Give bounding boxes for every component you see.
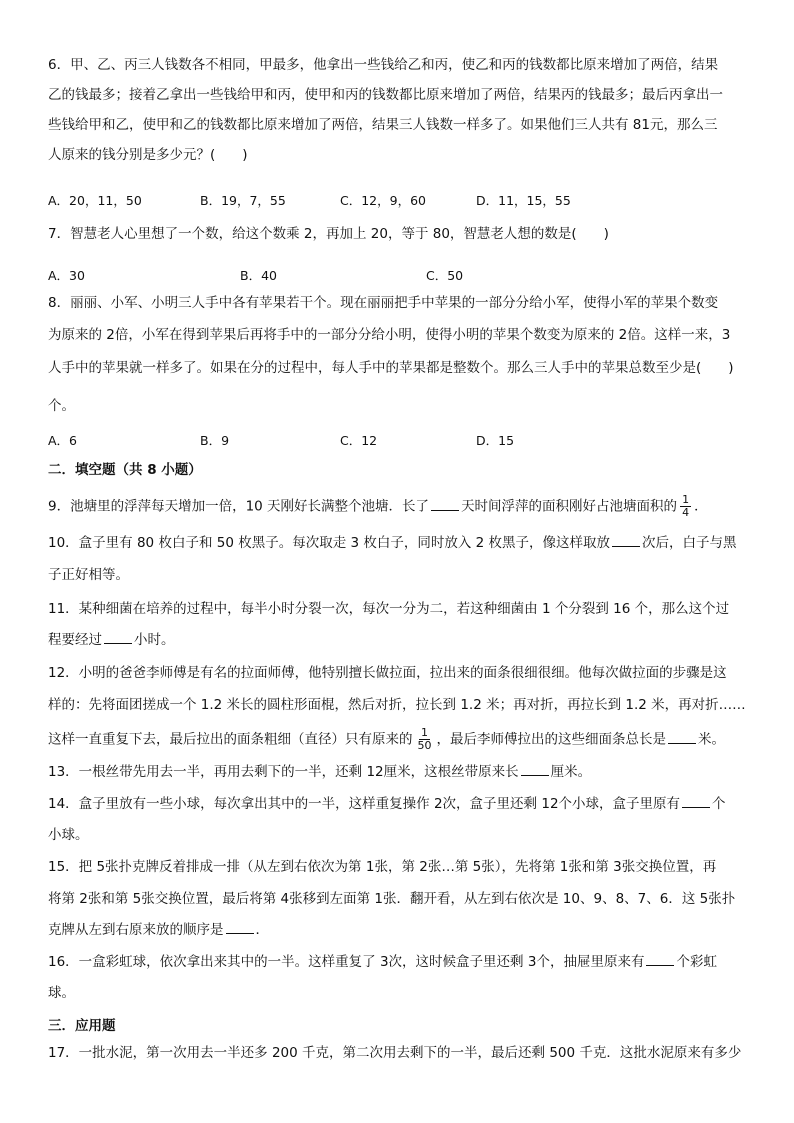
q7-option-a[interactable]: A．30	[48, 268, 85, 283]
q11-line1: 11．某种细菌在培养的过程中，每半小时分裂一次，每次一分为二，若这种细菌由 1 个分裂到 16 个，那么这个过	[48, 601, 730, 617]
q6-option-b[interactable]: B．19，7，55	[200, 193, 286, 208]
q12-line2: 样的：先将面团搓成一个 1.2 米长的圆柱形面棍，然后对折，拉长到 1.2 米；再对折，再拉长到 1.2 米，再对折……	[48, 697, 746, 713]
q9-text-before: 9．池塘里的浮萍每天增加一倍，10 天刚好长满整个池塘．长了	[48, 498, 430, 515]
q6-option-c[interactable]: C．12，9，60	[340, 193, 426, 208]
q12-text-end: 米。	[698, 731, 725, 748]
q10-text-after: 次后，白子与黑	[642, 535, 737, 551]
q14-line1	[48, 795, 726, 814]
q15-text-before: 克牌从左到右原来放的顺序是	[48, 922, 224, 938]
q11-text-after: 小时。	[134, 632, 175, 648]
q7-line1: 7．智慧老人心里想了一个数，给这个数乘 2，再加上 20，等于 80，智慧老人想的数是( )	[48, 226, 609, 242]
q7-option-b[interactable]: B．40	[240, 268, 277, 283]
q12-fraction-denominator: 50	[417, 739, 432, 752]
q15-line3	[48, 921, 269, 940]
q15-answer-blank[interactable]	[226, 921, 254, 934]
q8-line2: 为原来的 2倍，小军在得到苹果后再将手中的一部分分给小明，使得小明的苹果个数变为原来的 2倍。这样一来，3	[48, 327, 731, 343]
q6-option-d[interactable]: D．11，15，55	[476, 193, 571, 208]
q12-text-before: 这样一直重复下去，最后拉出的面条粗细（直径）只有原来的	[48, 731, 413, 748]
q10-answer-blank[interactable]	[612, 534, 640, 547]
q13-line1	[48, 763, 591, 782]
q11-text-before: 程要经过	[48, 632, 102, 648]
q10-text-before: 10．盒子里有 80 枚白子和 50 枚黑子。每次取走 3 枚白子，同时放入 2 枚黑子，像这样取放	[48, 535, 611, 551]
q7-option-c[interactable]: C．50	[426, 268, 464, 283]
q14-text-before: 14．盒子里放有一些小球，每次拿出其中的一半，这样重复操作 2次，盒子里还剩 12个小球，盒子里原有	[48, 796, 681, 812]
q14-line2: 小球。	[48, 827, 89, 843]
q12-line1: 12．小明的爸爸李师傅是有名的拉面师傅，他特别擅长做拉面，拉出来的面条很细很细。他每次做拉面的步骤是这	[48, 665, 727, 681]
q12-fraction-numerator: 1	[421, 726, 428, 739]
q9-text-end: ．	[694, 498, 708, 515]
q6-line3: 些钱给甲和乙，使甲和乙的钱数都比原来增加了两倍，结果三人钱数一样多了。如果他们三人共有 81元，那么三	[48, 117, 718, 133]
q12-line3	[48, 727, 725, 752]
q13-text-before: 13．一根丝带先用去一半，再用去剩下的一半，还剩 12厘米，这根丝带原来长	[48, 764, 519, 780]
q9-fraction-denominator: 4	[682, 506, 690, 519]
q13-answer-blank[interactable]	[521, 763, 549, 776]
q8-line3: 人手中的苹果就一样多了。如果在分的过程中，每人手中的苹果都是整数个。那么三人手中的苹果总数至少是( )	[48, 360, 734, 376]
q10-line2: 子正好相等。	[48, 567, 129, 583]
section-2-heading: 二．填空题（共 8 小题）	[48, 462, 202, 478]
q8-option-a[interactable]: A．6	[48, 433, 78, 448]
q11-line2	[48, 631, 175, 650]
q16-line2: 球。	[48, 985, 75, 1001]
q16-text-after: 个彩虹	[676, 954, 717, 970]
q9-line1	[48, 494, 708, 519]
q9-answer-blank[interactable]	[431, 498, 459, 511]
q14-text-after: 个	[712, 796, 726, 812]
q15-line1: 15．把 5张扑克牌反着排成一排（从左到右依次为第 1张，第 2张…第 5张），先将第 1张和第 3张交换位置，再	[48, 859, 717, 875]
q17-line1: 17．一批水泥，第一次用去一半还多 200 千克，第二次用去剩下的一半，最后还剩 500 千克．这批水泥原来有多少	[48, 1045, 742, 1061]
q14-answer-blank[interactable]	[682, 795, 710, 808]
q12-answer-blank[interactable]	[668, 731, 696, 744]
q8-option-c[interactable]: C．12	[340, 433, 378, 448]
q9-text-after: 天时间浮萍的面积刚好占池塘面积的	[461, 498, 678, 515]
q8-line1: 8．丽丽、小军、小明三人手中各有苹果若干个。现在丽丽把手中苹果的一部分分给小军，使得小军的苹果个数变	[48, 295, 719, 311]
q6-line4: 人原来的钱分别是多少元？( )	[48, 147, 248, 163]
q12-text-after: ，最后李师傅拉出的这些细面条总长是	[436, 731, 666, 748]
q16-text-before: 16．一盒彩虹球，依次拿出来其中的一半。这样重复了 3次，这时候盒子里还剩 3个，抽屉里原来有	[48, 954, 645, 970]
q8-option-b[interactable]: B．9	[200, 433, 230, 448]
q6-option-a[interactable]: A．20，11，50	[48, 193, 142, 208]
q8-option-d[interactable]: D．15	[476, 433, 515, 448]
q13-text-after: 厘米。	[550, 764, 592, 780]
q16-line1	[48, 953, 717, 972]
q9-fraction-numerator: 1	[682, 493, 690, 506]
q15-text-end: ．	[255, 922, 269, 938]
q15-line2: 将第 2张和第 5张交换位置，最后将第 4张移到左面第 1张．翻开看，从左到右依次是 10、9、8、7、6．这 5张扑	[48, 891, 736, 907]
q6-line2: 乙的钱最多；接着乙拿出一些钱给甲和丙，使甲和丙的钱数都比原来增加了两倍，结果丙的钱最多；最后丙拿出一	[48, 87, 723, 103]
q8-line4: 个。	[48, 398, 75, 414]
q16-answer-blank[interactable]	[646, 953, 674, 966]
q11-answer-blank[interactable]	[104, 631, 132, 644]
section-3-heading: 三．应用题	[48, 1018, 116, 1034]
q6-line1: 6．甲、乙、丙三人钱数各不相同，甲最多，他拿出一些钱给乙和丙，使乙和丙的钱数都比原来增加了两倍，结果	[48, 57, 719, 73]
q9-fraction	[680, 494, 691, 519]
q12-fraction	[416, 727, 434, 752]
q10-line1	[48, 534, 737, 553]
